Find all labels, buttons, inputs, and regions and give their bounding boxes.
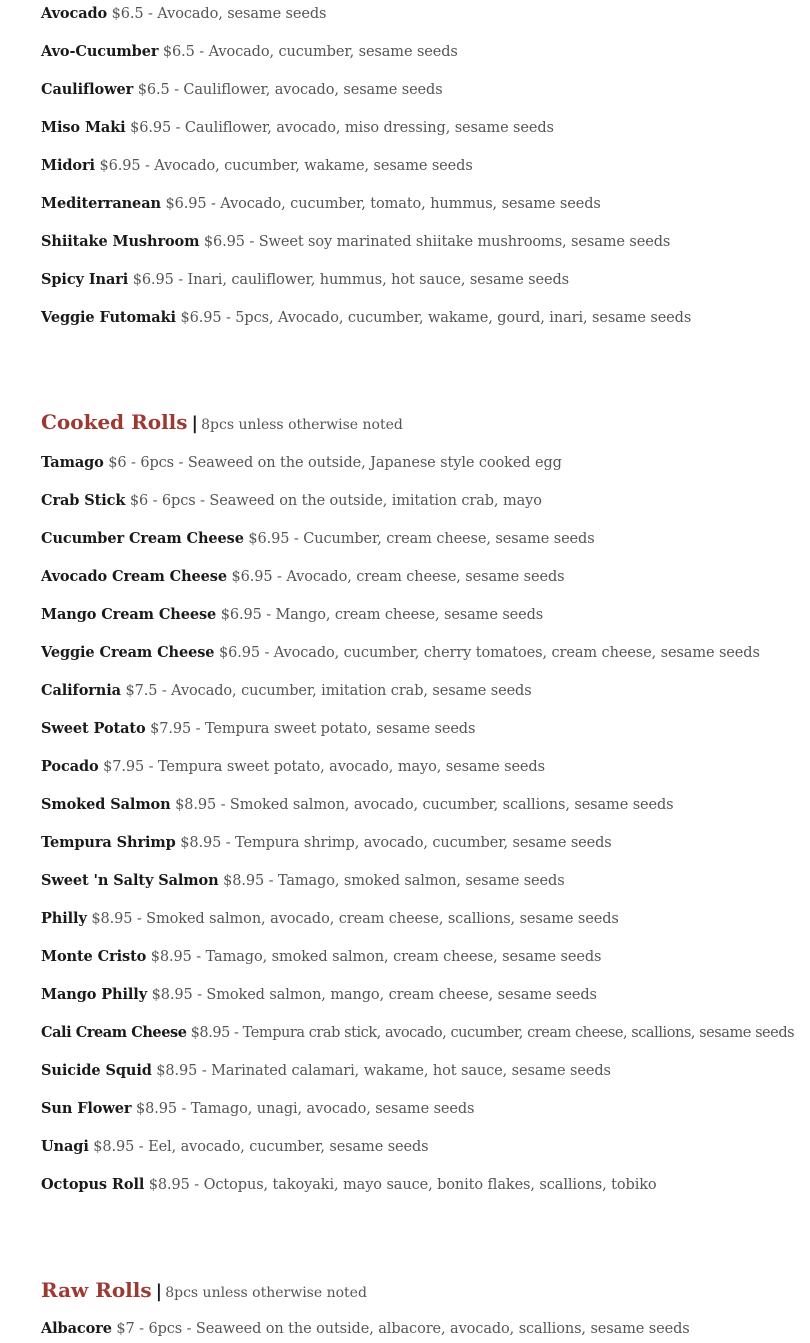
item-name: Unagi <box>41 1138 89 1155</box>
menu-item-shiitake-mushroom <box>41 228 670 256</box>
item-name: Mango Philly <box>41 986 148 1003</box>
item-description: $8.95 - Eel, avocado, cucumber, sesame seeds <box>93 1139 429 1155</box>
menu-item-sweet-potato <box>41 715 475 743</box>
item-description: $6.95 - Avocado, cucumber, tomato, hummus, sesame seeds <box>165 196 601 212</box>
item-description: $8.95 - Marinated calamari, wakame, hot sauce, sesame seeds <box>156 1063 611 1079</box>
menu-item-pocado <box>41 753 545 781</box>
section-title: Raw Rolls <box>41 1278 152 1302</box>
item-description: $6.95 - Avocado, cucumber, cherry tomatoes, cream cheese, sesame seeds <box>218 645 760 661</box>
menu-item-philly <box>41 905 619 933</box>
menu-item-california <box>41 677 532 705</box>
menu-item-crab-stick <box>41 487 542 515</box>
item-description: $8.95 - Octopus, takoyaki, mayo sauce, bonito flakes, scallions, tobiko <box>148 1177 657 1193</box>
item-description: $8.95 - Smoked salmon, avocado, cream cheese, scallions, sesame seeds <box>91 911 619 927</box>
menu-item-avocado-cream-cheese <box>41 563 565 591</box>
item-description: $8.95 - Tempura shrimp, avocado, cucumber, sesame seeds <box>180 835 612 851</box>
menu-item-tamago <box>41 449 562 477</box>
item-name: Albacore <box>41 1320 112 1337</box>
item-name: Veggie Futomaki <box>41 309 176 326</box>
item-description: $8.95 - Tamago, smoked salmon, cream cheese, sesame seeds <box>150 949 602 965</box>
menu-item-mango-philly <box>41 981 597 1009</box>
menu-item-albacore <box>41 1315 690 1343</box>
item-name: Avocado <box>41 5 108 22</box>
menu-item-midori <box>41 152 473 180</box>
item-name: Monte Cristo <box>41 948 147 965</box>
menu-item-monte-cristo <box>41 943 601 971</box>
menu-item-mediterranean <box>41 190 601 218</box>
item-description: $6.95 - 5pcs, Avocado, cucumber, wakame, gourd, inari, sesame seeds <box>180 310 692 326</box>
menu-item-veggie-cream-cheese <box>41 639 760 667</box>
item-name: Veggie Cream Cheese <box>41 644 215 661</box>
item-name: Cali Cream Cheese <box>41 1024 187 1041</box>
item-description: $6.95 - Sweet soy marinated shiitake mushrooms, sesame seeds <box>203 234 671 250</box>
item-name: Sun Flower <box>41 1100 132 1117</box>
item-name: California <box>41 682 121 699</box>
menu-item-cali-cream-cheese <box>41 1019 794 1047</box>
item-name: Avocado Cream Cheese <box>41 568 227 585</box>
item-name: Smoked Salmon <box>41 796 171 813</box>
item-description: $6.95 - Inari, cauliflower, hummus, hot sauce, sesame seeds <box>132 272 570 288</box>
item-description: $6.95 - Avocado, cream cheese, sesame seeds <box>231 569 565 585</box>
item-name: Shiitake Mushroom <box>41 233 200 250</box>
item-description: $6.95 - Mango, cream cheese, sesame seeds <box>220 607 544 623</box>
item-name: Spicy Inari <box>41 271 129 288</box>
menu-item-mango-cream-cheese <box>41 601 543 629</box>
item-name: Mediterranean <box>41 195 161 212</box>
section-heading-raw-rolls <box>41 1275 367 1305</box>
item-name: Mango Cream Cheese <box>41 606 217 623</box>
menu-item-octopus-roll <box>41 1171 657 1199</box>
item-description: $7.95 - Tempura sweet potato, sesame seeds <box>150 721 476 737</box>
item-description: $8.95 - Tamago, smoked salmon, sesame seeds <box>223 873 565 889</box>
heading-separator: | <box>155 1281 163 1302</box>
item-name: Sweet 'n Salty Salmon <box>41 872 219 889</box>
item-description: $6 - 6pcs - Seaweed on the outside, Japanese style cooked egg <box>108 455 562 471</box>
menu-item-miso-maki <box>41 114 554 142</box>
item-description: $8.95 - Tempura crab stick, avocado, cucumber, cream cheese, scallions, sesame seeds <box>190 1025 795 1041</box>
section-title: Cooked Rolls <box>41 410 188 434</box>
menu-item-unagi <box>41 1133 429 1161</box>
menu-item-cucumber-cream-cheese <box>41 525 595 553</box>
menu-item-sun-flower <box>41 1095 474 1123</box>
heading-separator: | <box>191 413 199 434</box>
item-description: $6.95 - Cucumber, cream cheese, sesame seeds <box>248 531 595 547</box>
menu-item-smoked-salmon <box>41 791 674 819</box>
item-name: Philly <box>41 910 87 927</box>
section-note: 8pcs unless otherwise noted <box>165 1285 367 1301</box>
item-name: Pocado <box>41 758 99 775</box>
item-name: Tamago <box>41 454 104 471</box>
item-name: Avo-Cucumber <box>41 43 159 60</box>
item-description: $6.5 - Avocado, cucumber, sesame seeds <box>162 44 458 60</box>
item-description: $6 - 6pcs - Seaweed on the outside, imitation crab, mayo <box>129 493 542 509</box>
item-name: Cauliflower <box>41 81 134 98</box>
item-name: Suicide Squid <box>41 1062 152 1079</box>
item-name: Octopus Roll <box>41 1176 145 1193</box>
menu-item-sweet-n-salty-salmon <box>41 867 565 895</box>
item-description: $6.5 - Avocado, sesame seeds <box>111 6 327 22</box>
menu-item-avocado <box>41 0 326 28</box>
section-heading-cooked-rolls <box>41 407 403 437</box>
menu-item-spicy-inari <box>41 266 569 294</box>
menu-item-veggie-futomaki <box>41 304 691 332</box>
item-name: Cucumber Cream Cheese <box>41 530 244 547</box>
item-description: $6.5 - Cauliflower, avocado, sesame seeds <box>137 82 443 98</box>
item-description: $6.95 - Avocado, cucumber, wakame, sesame seeds <box>99 158 473 174</box>
item-name: Midori <box>41 157 95 174</box>
item-description: $8.95 - Tamago, unagi, avocado, sesame seeds <box>135 1101 475 1117</box>
item-description: $6.95 - Cauliflower, avocado, miso dressing, sesame seeds <box>130 120 554 136</box>
section-note: 8pcs unless otherwise noted <box>201 417 403 433</box>
menu-item-tempura-shrimp <box>41 829 612 857</box>
item-description: $7 - 6pcs - Seaweed on the outside, albacore, avocado, scallions, sesame seeds <box>116 1321 690 1337</box>
item-name: Miso Maki <box>41 119 126 136</box>
menu-item-avo-cucumber <box>41 38 458 66</box>
item-name: Tempura Shrimp <box>41 834 176 851</box>
item-name: Crab Stick <box>41 492 126 509</box>
item-description: $8.95 - Smoked salmon, avocado, cucumber, scallions, sesame seeds <box>175 797 674 813</box>
menu-item-cauliflower <box>41 76 443 104</box>
item-description: $7.95 - Tempura sweet potato, avocado, mayo, sesame seeds <box>103 759 545 775</box>
item-description: $7.5 - Avocado, cucumber, imitation crab, sesame seeds <box>125 683 532 699</box>
menu-item-suicide-squid <box>41 1057 611 1085</box>
item-name: Sweet Potato <box>41 720 146 737</box>
item-description: $8.95 - Smoked salmon, mango, cream cheese, sesame seeds <box>151 987 597 1003</box>
